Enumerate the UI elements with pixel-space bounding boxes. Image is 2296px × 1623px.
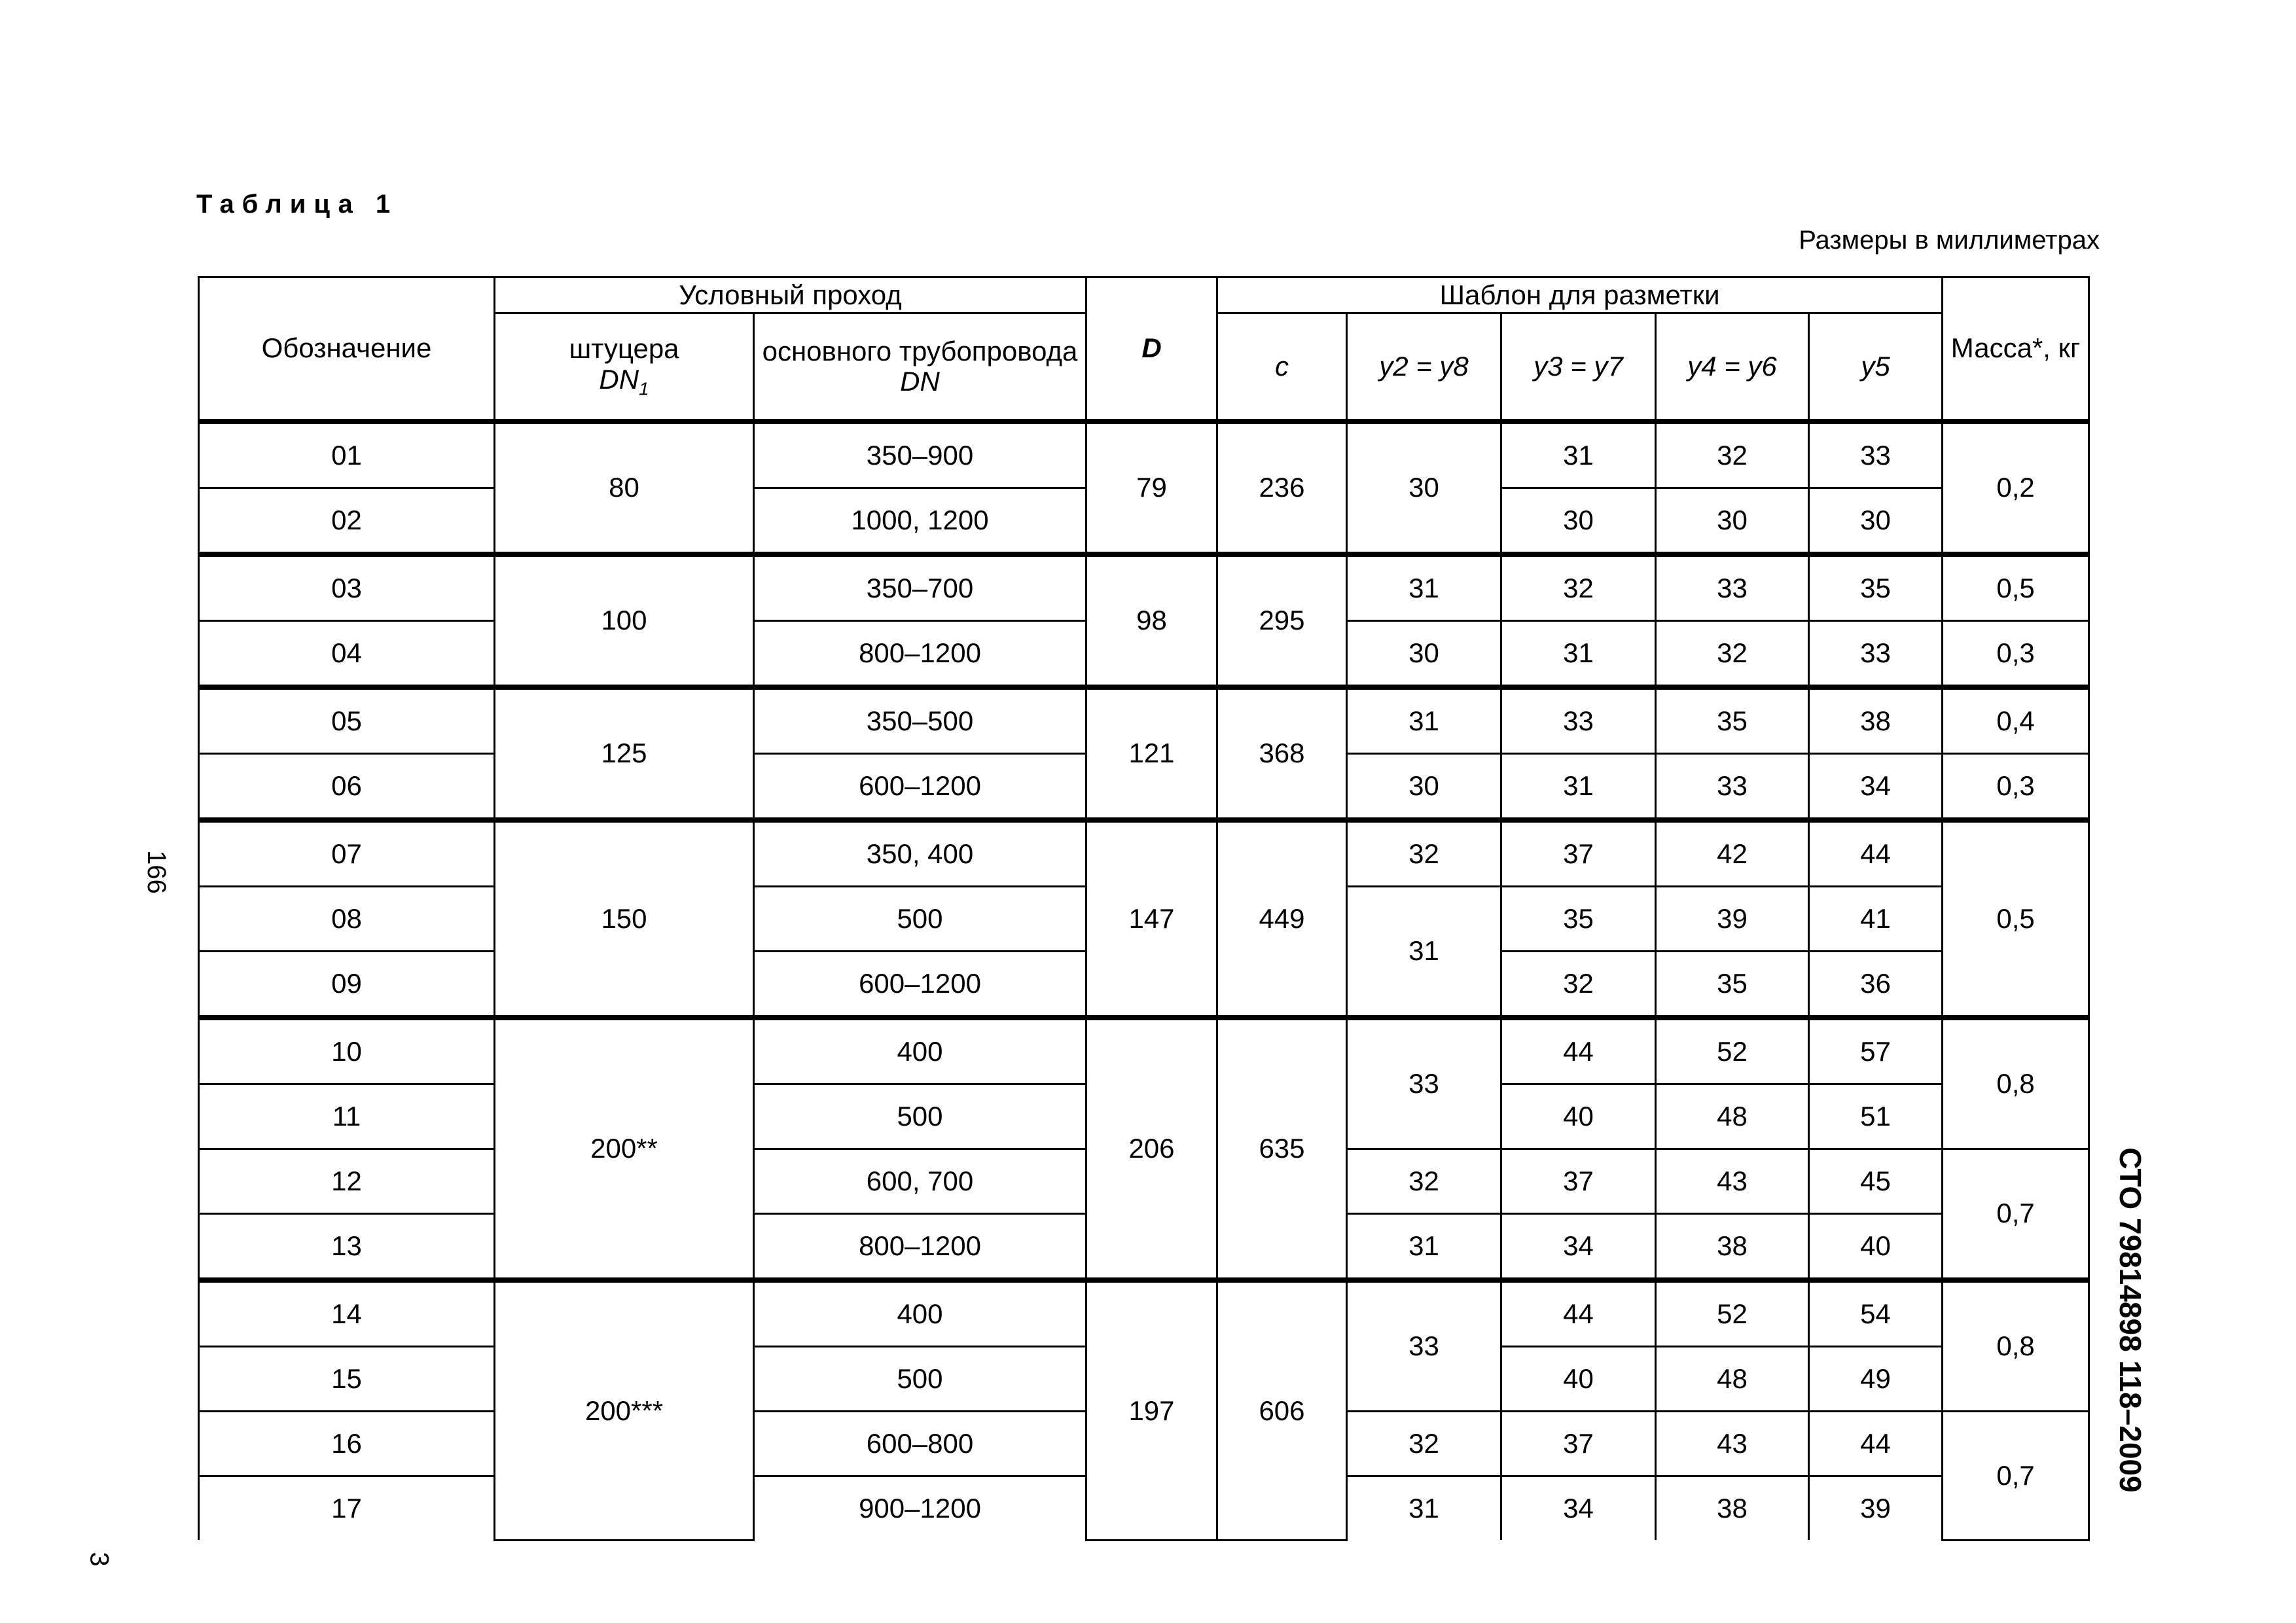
cell-y4: 30 [1656,488,1809,555]
cell-y2: 30 [1347,421,1501,554]
header-c: c [1217,313,1347,422]
document-code: СТО 79814898 118–2009 [2113,1147,2147,1493]
cell-y4: 39 [1656,887,1809,952]
header-designation: Обозначение [199,277,495,422]
cell-y5: 33 [1809,621,1943,688]
table-row [199,421,2089,488]
cell-y4: 32 [1656,621,1809,688]
cell-y3: 40 [1501,1347,1656,1412]
cell-y4: 38 [1656,1476,1809,1541]
cell-mass: 0,3 [1943,621,2089,688]
cell-pipeline: 600–1200 [754,754,1086,821]
dimensions-table [198,276,2090,1541]
cell-c: 635 [1217,1018,1347,1280]
cell-y5: 54 [1809,1280,1943,1347]
cell-y3: 37 [1501,1149,1656,1214]
header-fitting-label: штуцера [569,333,679,365]
cell-y5: 39 [1809,1476,1943,1541]
corner-page-number: 3 [84,1552,114,1567]
cell-pipeline: 400 [754,1280,1086,1347]
cell-designation: 04 [199,621,495,688]
cell-y5: 45 [1809,1149,1943,1214]
cell-designation: 09 [199,952,495,1018]
header-y4y6: y4 = y6 [1656,313,1809,422]
table-row [199,1018,2089,1084]
table-row [199,820,2089,887]
header-fitting-symbol [495,365,753,399]
cell-y2: 32 [1347,820,1501,887]
cell-designation: 03 [199,554,495,621]
table-caption: Таблица 1 [196,190,399,219]
cell-designation: 13 [199,1214,495,1281]
cell-designation: 08 [199,887,495,952]
cell-designation: 05 [199,687,495,754]
cell-mass: 0,4 [1943,687,2089,754]
cell-designation: 14 [199,1280,495,1347]
cell-y4: 43 [1656,1412,1809,1476]
cell-pipeline: 800–1200 [754,1214,1086,1281]
cell-y2: 31 [1347,554,1501,621]
cell-pipeline: 600, 700 [754,1149,1086,1214]
cell-pipeline: 400 [754,1018,1086,1084]
cell-c: 449 [1217,820,1347,1018]
cell-fitting: 100 [495,554,754,687]
cell-y2: 33 [1347,1280,1501,1412]
cell-y3: 31 [1501,621,1656,688]
cell-y3: 40 [1501,1084,1656,1149]
cell-y3: 30 [1501,488,1656,555]
cell-y2: 31 [1347,1476,1501,1541]
cell-y5: 35 [1809,554,1943,621]
cell-y4: 48 [1656,1084,1809,1149]
cell-y3: 34 [1501,1476,1656,1541]
header-mass: Масса*, кг [1943,277,2089,422]
cell-y3: 37 [1501,820,1656,887]
cell-y4: 35 [1656,952,1809,1018]
cell-designation: 07 [199,820,495,887]
cell-y5: 38 [1809,687,1943,754]
cell-y2: 30 [1347,754,1501,821]
cell-y4: 52 [1656,1018,1809,1084]
cell-y3: 44 [1501,1018,1656,1084]
cell-pipeline: 1000, 1200 [754,488,1086,555]
cell-pipeline: 350–500 [754,687,1086,754]
cell-y2: 32 [1347,1149,1501,1214]
cell-y4: 38 [1656,1214,1809,1281]
cell-c: 606 [1217,1280,1347,1540]
cell-d: 197 [1086,1280,1217,1540]
table-row [199,1280,2089,1347]
cell-d: 98 [1086,554,1217,687]
cell-y3: 37 [1501,1412,1656,1476]
header-pipeline [754,313,1086,422]
cell-y2: 31 [1347,1214,1501,1281]
cell-designation: 12 [199,1149,495,1214]
table-row [199,687,2089,754]
header-y5: y5 [1809,313,1943,422]
cell-designation: 02 [199,488,495,555]
cell-pipeline: 600–1200 [754,952,1086,1018]
side-page-number: 166 [141,850,171,894]
cell-y3: 32 [1501,554,1656,621]
cell-designation: 10 [199,1018,495,1084]
header-pipeline-label: основного трубопровода [762,335,1078,366]
cell-designation: 15 [199,1347,495,1412]
cell-designation: 06 [199,754,495,821]
header-fitting-sub: 1 [639,378,649,399]
cell-mass: 0,2 [1943,421,2089,554]
cell-y3: 35 [1501,887,1656,952]
cell-mass: 0,5 [1943,554,2089,621]
cell-c: 236 [1217,421,1347,554]
cell-pipeline: 900–1200 [754,1476,1086,1541]
cell-y4: 48 [1656,1347,1809,1412]
header-y2y8: y2 = y8 [1347,313,1501,422]
cell-pipeline: 500 [754,887,1086,952]
cell-pipeline: 500 [754,1084,1086,1149]
cell-y3: 31 [1501,421,1656,488]
cell-c: 368 [1217,687,1347,820]
header-pipeline-symbol: DN [900,366,940,397]
cell-designation: 11 [199,1084,495,1149]
cell-y5: 49 [1809,1347,1943,1412]
cell-fitting: 200** [495,1018,754,1280]
cell-y5: 44 [1809,820,1943,887]
cell-mass: 0,3 [1943,754,2089,821]
header-fitting-dn: DN [599,363,639,395]
cell-c: 295 [1217,554,1347,687]
cell-mass: 0,5 [1943,820,2089,1018]
cell-mass: 0,8 [1943,1018,2089,1149]
units-note: Размеры в миллиметрах [1799,226,2100,255]
cell-y2: 30 [1347,621,1501,688]
cell-mass: 0,7 [1943,1149,2089,1281]
cell-d: 147 [1086,820,1217,1018]
cell-y3: 44 [1501,1280,1656,1347]
cell-y4: 42 [1656,820,1809,887]
cell-d: 206 [1086,1018,1217,1280]
cell-designation: 17 [199,1476,495,1541]
cell-y4: 43 [1656,1149,1809,1214]
cell-pipeline: 350–700 [754,554,1086,621]
header-y3y7: y3 = y7 [1501,313,1656,422]
cell-fitting: 125 [495,687,754,820]
cell-mass: 0,7 [1943,1412,2089,1541]
cell-designation: 16 [199,1412,495,1476]
header-fitting [495,313,754,422]
cell-y3: 32 [1501,952,1656,1018]
table-row [199,554,2089,621]
cell-y4: 35 [1656,687,1809,754]
cell-y5: 36 [1809,952,1943,1018]
cell-designation: 01 [199,421,495,488]
cell-pipeline: 350–900 [754,421,1086,488]
cell-d: 79 [1086,421,1217,554]
header-d: D [1086,277,1217,422]
cell-fitting: 200*** [495,1280,754,1540]
cell-y3: 31 [1501,754,1656,821]
cell-d: 121 [1086,687,1217,820]
cell-y5: 30 [1809,488,1943,555]
cell-y4: 52 [1656,1280,1809,1347]
cell-y5: 51 [1809,1084,1943,1149]
cell-y4: 32 [1656,421,1809,488]
cell-y5: 41 [1809,887,1943,952]
cell-y3: 33 [1501,687,1656,754]
cell-mass: 0,8 [1943,1280,2089,1412]
header-nominal-pass: Условный проход [495,277,1086,313]
cell-y4: 33 [1656,754,1809,821]
cell-pipeline: 500 [754,1347,1086,1412]
cell-y4: 33 [1656,554,1809,621]
cell-y2: 31 [1347,687,1501,754]
cell-y5: 33 [1809,421,1943,488]
cell-y5: 34 [1809,754,1943,821]
cell-y2: 33 [1347,1018,1501,1149]
cell-y5: 40 [1809,1214,1943,1281]
cell-y5: 57 [1809,1018,1943,1084]
cell-fitting: 150 [495,820,754,1018]
cell-pipeline: 350, 400 [754,820,1086,887]
cell-y3: 34 [1501,1214,1656,1281]
cell-y2: 32 [1347,1412,1501,1476]
cell-pipeline: 600–800 [754,1412,1086,1476]
cell-y2: 31 [1347,887,1501,1018]
cell-fitting: 80 [495,421,754,554]
cell-pipeline: 800–1200 [754,621,1086,688]
cell-y5: 44 [1809,1412,1943,1476]
header-template: Шаблон для разметки [1217,277,1943,313]
